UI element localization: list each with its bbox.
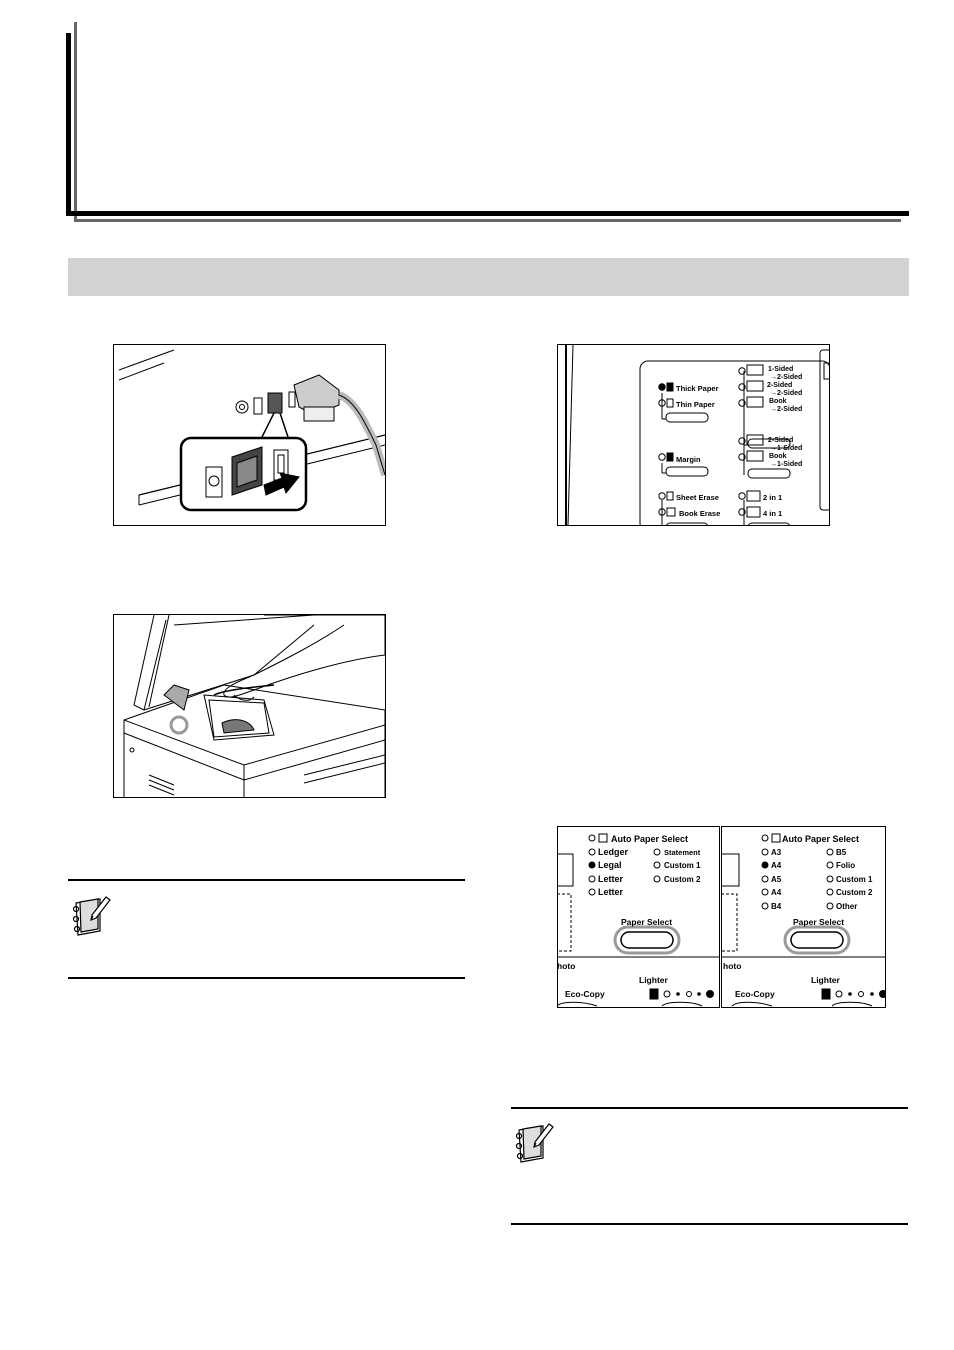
two-in-one-label: 2 in 1 <box>763 493 783 502</box>
metric-photo: hoto <box>723 961 742 971</box>
note-2-bottom-rule <box>511 1223 908 1225</box>
metric-b5: B5 <box>836 848 847 857</box>
sheet-erase-label: Sheet Erase <box>676 493 719 502</box>
inch-custom1: Custom 1 <box>664 861 701 870</box>
inch-letter-b: Letter <box>598 887 624 897</box>
two-to-one-label-a: 2-Sided <box>768 437 794 444</box>
metric-custom1: Custom 1 <box>836 875 873 884</box>
metric-auto-paper-select: Auto Paper Select <box>782 834 860 844</box>
inch-legal: Legal <box>598 860 622 870</box>
metric-paper-select: Paper Select <box>793 917 845 927</box>
metric-a4-b: A4 <box>771 888 782 897</box>
note-2-top-rule <box>511 1107 908 1109</box>
metric-a4-a: A4 <box>771 861 782 870</box>
metric-a3: A3 <box>771 848 782 857</box>
metric-folio: Folio <box>836 861 856 870</box>
chapter-vertical-rule-thick <box>66 33 71 216</box>
metric-eco-copy: Eco-Copy <box>735 989 775 999</box>
inch-photo: hoto <box>557 961 576 971</box>
figure-power-switch <box>113 344 386 526</box>
two-to-two-label-a: 2-Sided <box>767 382 793 389</box>
book-to-two-label-b: →2-Sided <box>770 406 803 413</box>
figure-option-panel <box>557 344 830 526</box>
metric-b4: B4 <box>771 902 782 911</box>
metric-custom2: Custom 2 <box>836 888 873 897</box>
note-icon <box>70 893 112 937</box>
note-icon <box>513 1120 555 1164</box>
one-to-two-label-b: →2-Sided <box>770 374 803 381</box>
book-to-one-label-b: →1-Sided <box>770 461 803 468</box>
inch-eco-copy: Eco-Copy <box>565 989 605 999</box>
figure-place-original <box>113 614 386 798</box>
inch-paper-select: Paper Select <box>621 917 673 927</box>
note-1-top-rule <box>68 879 465 881</box>
book-to-two-label-a: Book <box>769 398 787 405</box>
inch-lighter: Lighter <box>639 975 668 985</box>
chapter-vertical-rule-thin <box>74 22 77 222</box>
inch-ledger: Ledger <box>598 847 629 857</box>
thick-paper-label: Thick Paper <box>676 384 719 393</box>
thin-paper-label: Thin Paper <box>676 400 715 409</box>
metric-other: Other <box>836 902 858 911</box>
section-heading-bar <box>68 258 909 296</box>
inch-statement: Statement <box>664 848 701 857</box>
metric-lighter: Lighter <box>811 975 840 985</box>
chapter-horizontal-rule-thick <box>66 211 909 216</box>
metric-a5: A5 <box>771 875 782 884</box>
inch-auto-paper-select: Auto Paper Select <box>611 834 689 844</box>
margin-label: Margin <box>676 455 701 464</box>
chapter-horizontal-rule-thin <box>74 219 901 222</box>
two-to-one-label-b: →1-Sided <box>770 445 803 452</box>
one-to-two-label-a: 1-Sided <box>768 366 794 373</box>
book-erase-label: Book Erase <box>679 509 721 518</box>
inch-letter-a: Letter <box>598 874 624 884</box>
two-to-two-label-b: →2-Sided <box>770 390 803 397</box>
inch-custom2: Custom 2 <box>664 875 701 884</box>
figure-paper-select-panels <box>557 826 886 1008</box>
four-in-one-label: 4 in 1 <box>763 509 783 518</box>
note-1-bottom-rule <box>68 977 465 979</box>
book-to-one-label-a: Book <box>769 453 787 460</box>
